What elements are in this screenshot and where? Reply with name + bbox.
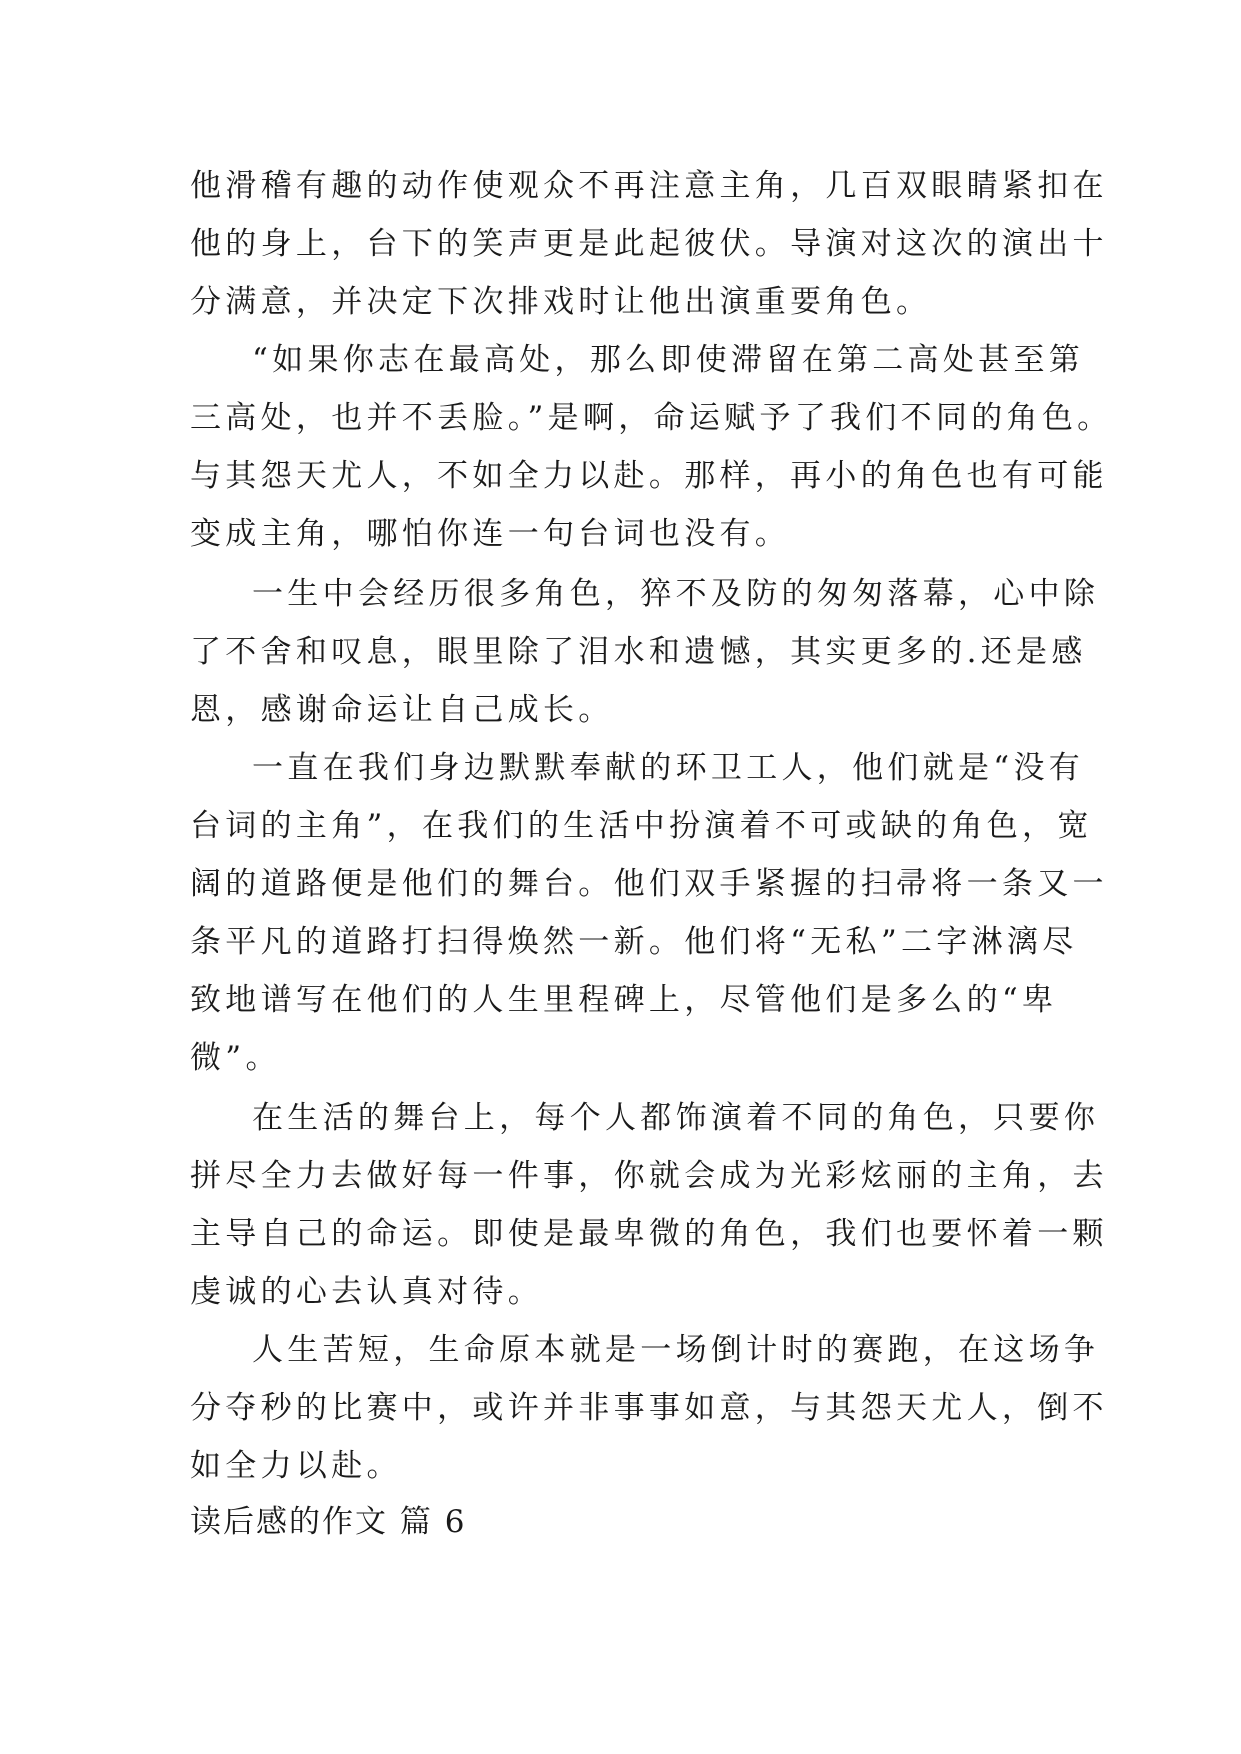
paragraph-line: 条平凡的道路打扫得焕然一新。他们将“无私”二字淋漓尽	[190, 924, 1078, 960]
paragraph-line: 台词的主角”，在我们的生活中扮演着不可或缺的角色，宽	[190, 808, 1093, 844]
paragraph-line: 微”。	[190, 1040, 281, 1076]
paragraph-line: 阔的道路便是他们的舞台。他们双手紧握的扫帚将一条又一	[190, 866, 1108, 902]
paragraph-line: 三高处，也并不丢脸。”是啊，命运赋予了我们不同的角色。	[190, 400, 1113, 436]
paragraph-line: 分夺秒的比赛中，或许并非事事如意，与其怨天尤人，倒不	[190, 1390, 1108, 1426]
paragraph-line: 主导自己的命运。即使是最卑微的角色，我们也要怀着一颗	[190, 1216, 1108, 1252]
paragraph-line: 在生活的舞台上，每个人都饰演着不同的角色，只要你	[252, 1100, 1100, 1136]
paragraph-line: 致地谱写在他们的人生里程碑上，尽管他们是多么的“卑	[190, 982, 1058, 1018]
paragraph-line: 变成主角，哪怕你连一句台词也没有。	[190, 516, 791, 552]
paragraph-line: 他的身上，台下的笑声更是此起彼伏。导演对这次的演出十	[190, 226, 1108, 262]
paragraph-line: 他滑稽有趣的动作使观众不再注意主角，几百双眼睛紧扣在	[190, 168, 1108, 204]
paragraph-line: 一直在我们身边默默奉献的环卫工人，他们就是“没有	[252, 750, 1085, 786]
paragraph-line: 分满意，并决定下次排戏时让他出演重要角色。	[190, 284, 932, 320]
paragraph-line: 如全力以赴。	[190, 1448, 402, 1484]
paragraph-line: 一生中会经历很多角色，猝不及防的匆匆落幕，心中除	[252, 576, 1100, 612]
section-heading: 读后感的作文 篇 6	[190, 1504, 467, 1540]
paragraph-line: 与其怨天尤人，不如全力以赴。那样，再小的角色也有可能	[190, 458, 1108, 494]
paragraph-line: 人生苦短，生命原本就是一场倒计时的赛跑，在这场争	[252, 1332, 1100, 1368]
paragraph-line: “如果你志在最高处，那么即使滞留在第二高处甚至第	[252, 342, 1085, 378]
paragraph-line: 拼尽全力去做好每一件事，你就会成为光彩炫丽的主角，去	[190, 1158, 1108, 1194]
paragraph-line: 恩，感谢命运让自己成长。	[190, 692, 614, 728]
paragraph-line: 虔诚的心去认真对待。	[190, 1274, 543, 1310]
paragraph-line: 了不舍和叹息，眼里除了泪水和遗憾，其实更多的.还是感	[190, 634, 1087, 670]
